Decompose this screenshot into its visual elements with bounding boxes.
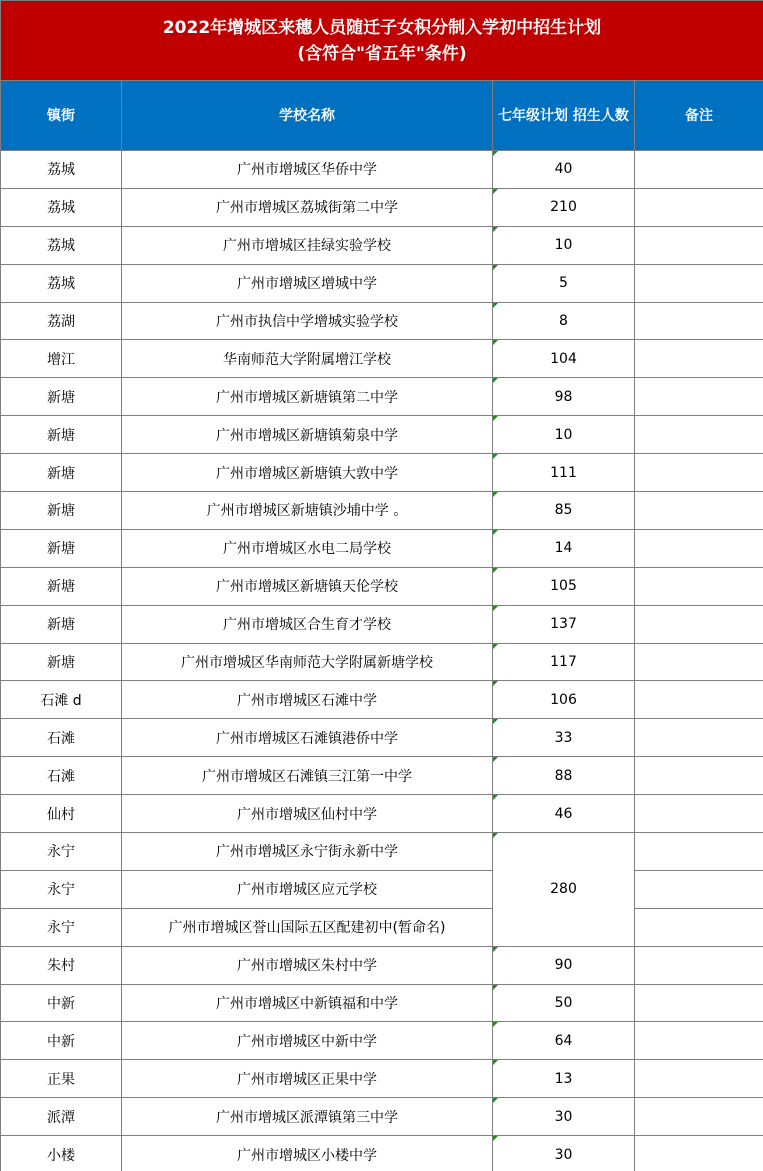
header-note: 备注: [635, 81, 763, 151]
note-cell: [635, 226, 763, 264]
town-cell: 增江: [1, 340, 122, 378]
school-cell: 广州市增城区中新镇福和中学: [122, 984, 493, 1022]
note-cell: [635, 1098, 763, 1136]
town-cell: 小楼: [1, 1136, 122, 1171]
table-row: [1, 681, 763, 719]
town-cell: 新塘: [1, 643, 122, 681]
note-cell: [635, 681, 763, 719]
table-row: [1, 226, 763, 264]
plan-cell: 30: [493, 1136, 635, 1171]
note-cell: [635, 1060, 763, 1098]
town-cell: 仙村: [1, 795, 122, 833]
note-cell: [635, 643, 763, 681]
table-row: [1, 605, 763, 643]
plan-cell: 33: [493, 719, 635, 757]
town-cell: 新塘: [1, 605, 122, 643]
town-cell: 石滩 d: [1, 681, 122, 719]
town-cell: 荔城: [1, 188, 122, 226]
plan-cell: 50: [493, 984, 635, 1022]
town-cell: 荔城: [1, 151, 122, 189]
plan-cell: 104: [493, 340, 635, 378]
school-cell: 广州市增城区石滩中学: [122, 681, 493, 719]
note-cell: [635, 1022, 763, 1060]
plan-cell: 30: [493, 1098, 635, 1136]
note-cell: [635, 795, 763, 833]
plan-cell: 117: [493, 643, 635, 681]
table-row: [1, 870, 763, 908]
table-row: [1, 1060, 763, 1098]
note-cell: [635, 833, 763, 871]
town-cell: 新塘: [1, 416, 122, 454]
town-cell: 荔城: [1, 226, 122, 264]
header-row: [1, 81, 763, 151]
plan-cell-merged: 280: [493, 833, 635, 947]
note-cell: [635, 264, 763, 302]
school-cell: 广州市增城区荔城街第二中学: [122, 188, 493, 226]
school-cell: 广州市增城区新塘镇天伦学校: [122, 567, 493, 605]
note-cell: [635, 188, 763, 226]
plan-cell: 13: [493, 1060, 635, 1098]
note-cell: [635, 416, 763, 454]
school-cell: 广州市增城区应元学校: [122, 870, 493, 908]
town-cell: 永宁: [1, 870, 122, 908]
table-row: [1, 492, 763, 530]
school-cell: 广州市增城区合生育才学校: [122, 605, 493, 643]
school-cell: 广州市增城区石滩镇三江第一中学: [122, 757, 493, 795]
town-cell: 正果: [1, 1060, 122, 1098]
table-row: [1, 984, 763, 1022]
table-title: [1, 1, 763, 81]
town-cell: 新塘: [1, 492, 122, 530]
school-cell: 广州市增城区水电二局学校: [122, 529, 493, 567]
note-cell: [635, 870, 763, 908]
header-plan: 七年级计划 招生人数: [493, 81, 635, 151]
town-cell: 石滩: [1, 719, 122, 757]
school-cell: 广州市增城区新塘镇大敦中学: [122, 454, 493, 492]
town-cell: 中新: [1, 1022, 122, 1060]
table-row: [1, 1098, 763, 1136]
table-row: [1, 529, 763, 567]
table-row: [1, 378, 763, 416]
note-cell: [635, 151, 763, 189]
table-row: [1, 567, 763, 605]
school-cell: 广州市增城区正果中学: [122, 1060, 493, 1098]
table-row: [1, 1022, 763, 1060]
school-cell: 广州市增城区中新中学: [122, 1022, 493, 1060]
plan-cell: 46: [493, 795, 635, 833]
school-cell: 广州市增城区永宁街永新中学: [122, 833, 493, 871]
school-cell: 广州市增城区华南师范大学附属新塘学校: [122, 643, 493, 681]
plan-cell: 8: [493, 302, 635, 340]
plan-cell: 98: [493, 378, 635, 416]
plan-cell: 10: [493, 226, 635, 264]
town-cell: 新塘: [1, 529, 122, 567]
plan-cell: 137: [493, 605, 635, 643]
town-cell: 中新: [1, 984, 122, 1022]
table-row: [1, 757, 763, 795]
note-cell: [635, 378, 763, 416]
plan-cell: 14: [493, 529, 635, 567]
plan-cell: 5: [493, 264, 635, 302]
school-cell: 广州市增城区增城中学: [122, 264, 493, 302]
town-cell: 永宁: [1, 833, 122, 871]
table-row: [1, 188, 763, 226]
note-cell: [635, 605, 763, 643]
plan-cell: 85: [493, 492, 635, 530]
note-cell: [635, 340, 763, 378]
note-cell: [635, 567, 763, 605]
town-cell: 新塘: [1, 454, 122, 492]
header-school: 学校名称: [122, 81, 493, 151]
table-row: [1, 908, 763, 946]
school-cell: 广州市增城区新塘镇沙埔中学 。: [122, 492, 493, 530]
note-cell: [635, 529, 763, 567]
school-cell: 广州市增城区新塘镇第二中学: [122, 378, 493, 416]
table-row: [1, 946, 763, 984]
plan-cell: 90: [493, 946, 635, 984]
school-cell: 广州市增城区派潭镇第三中学: [122, 1098, 493, 1136]
title-line-2: (含符合"省五年"条件): [297, 43, 467, 64]
note-cell: [635, 492, 763, 530]
title-line-1: 2022年增城区来穗人员随迁子女积分制入学初中招生计划: [162, 17, 602, 38]
note-cell: [635, 757, 763, 795]
table-row: [1, 454, 763, 492]
school-cell: 广州市增城区誉山国际五区配建初中(暂命名): [122, 908, 493, 946]
note-cell: [635, 984, 763, 1022]
plan-cell: 105: [493, 567, 635, 605]
table-row: [1, 795, 763, 833]
note-cell: [635, 719, 763, 757]
plan-cell: 40: [493, 151, 635, 189]
town-cell: 派潭: [1, 1098, 122, 1136]
town-cell: 荔城: [1, 264, 122, 302]
school-cell: 广州市增城区仙村中学: [122, 795, 493, 833]
note-cell: [635, 946, 763, 984]
town-cell: 新塘: [1, 378, 122, 416]
town-cell: 永宁: [1, 908, 122, 946]
table-row: [1, 340, 763, 378]
school-cell: 广州市增城区华侨中学: [122, 151, 493, 189]
table-row: [1, 302, 763, 340]
town-cell: 新塘: [1, 567, 122, 605]
note-cell: [635, 302, 763, 340]
plan-cell: 210: [493, 188, 635, 226]
school-cell: 广州市执信中学增城实验学校: [122, 302, 493, 340]
plan-cell: 106: [493, 681, 635, 719]
note-cell: [635, 454, 763, 492]
school-cell: 广州市增城区朱村中学: [122, 946, 493, 984]
table-row: [1, 833, 763, 871]
school-cell: 广州市增城区小楼中学: [122, 1136, 493, 1171]
note-cell: [635, 908, 763, 946]
town-cell: 石滩: [1, 757, 122, 795]
plan-cell: 88: [493, 757, 635, 795]
table-row: [1, 719, 763, 757]
table-row: [1, 264, 763, 302]
town-cell: 荔湖: [1, 302, 122, 340]
town-cell: 朱村: [1, 946, 122, 984]
plan-cell: 10: [493, 416, 635, 454]
plan-cell: 64: [493, 1022, 635, 1060]
school-cell: 广州市增城区新塘镇菊泉中学: [122, 416, 493, 454]
school-cell: 广州市增城区石滩镇港侨中学: [122, 719, 493, 757]
school-cell: 华南师范大学附属增江学校: [122, 340, 493, 378]
table-row: [1, 1136, 763, 1171]
table-row: [1, 416, 763, 454]
table-row: [1, 151, 763, 189]
school-cell: 广州市增城区挂绿实验学校: [122, 226, 493, 264]
note-cell: [635, 1136, 763, 1171]
table-row: [1, 643, 763, 681]
plan-cell: 111: [493, 454, 635, 492]
header-town: 镇街: [1, 81, 122, 151]
